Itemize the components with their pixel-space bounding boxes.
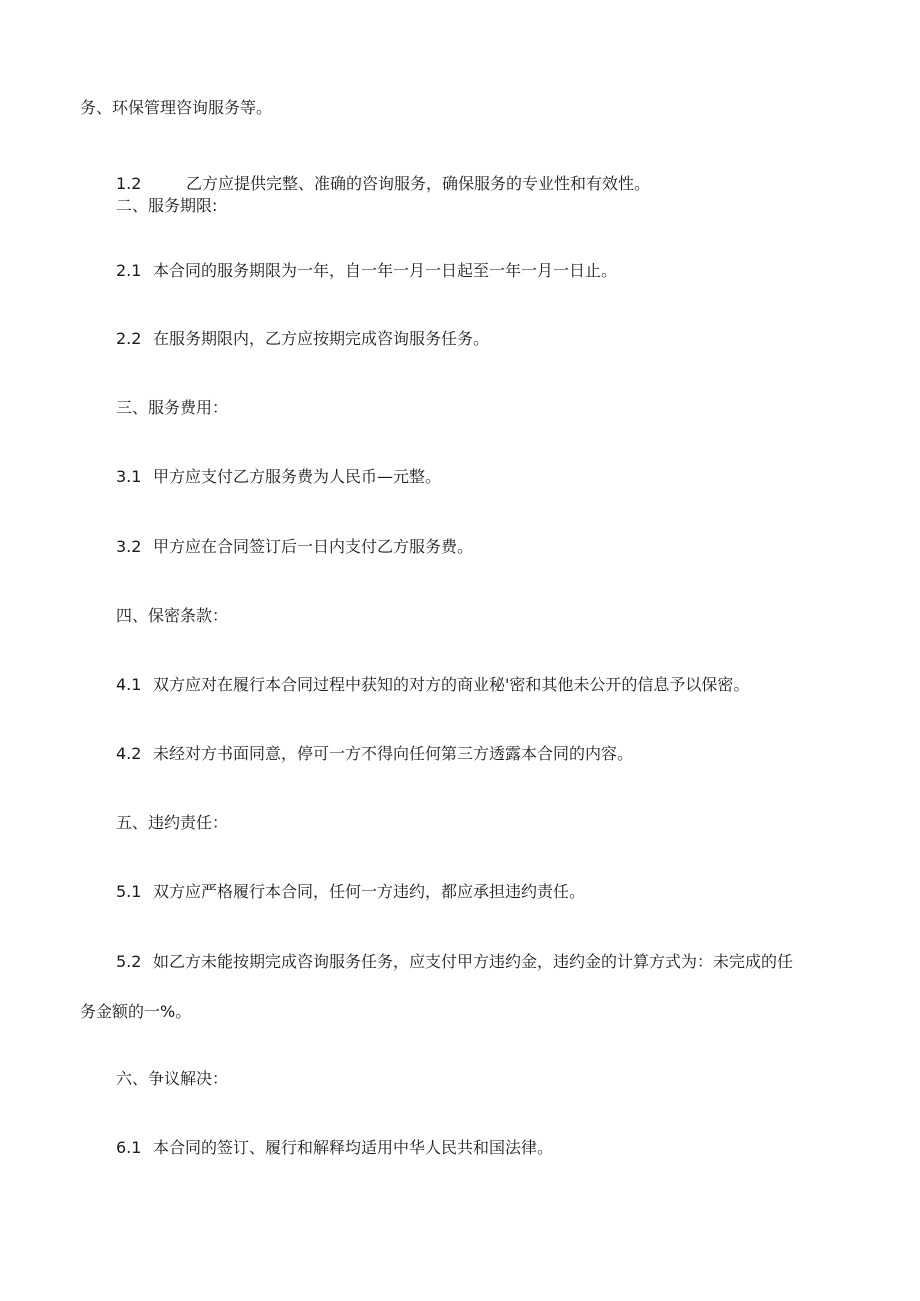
- clause-text: 甲方应支付乙方服务费为人民币—元整。: [153, 467, 442, 486]
- clause-2-1: [116, 261, 617, 281]
- clause-text: 本合同的签订、履行和解释均适用中华人民共和国法律。: [153, 1138, 554, 1157]
- clause-1-2: [116, 174, 650, 194]
- section-heading-6: 六、争议解决：: [116, 1069, 229, 1088]
- section-heading-2: 二、服务期限:: [116, 196, 218, 215]
- section-heading-4: 四、保密条款：: [116, 606, 229, 625]
- section-heading-5: 五、违约责任：: [116, 813, 229, 832]
- clause-number: 6.1: [116, 1138, 142, 1157]
- clause-number: 4.1: [116, 675, 142, 694]
- clause-5-1: [116, 882, 585, 902]
- clause-number: 5.1: [116, 882, 142, 901]
- clause-text: 双方应严格履行本合同，任何一方违约，都应承担违约责任。: [153, 882, 586, 901]
- section-heading-3: 三、服务费用：: [116, 398, 229, 417]
- text-line-continuation: 务金额的一%。: [80, 1002, 192, 1021]
- clause-number: 4.2: [116, 744, 142, 763]
- clause-6-1: [116, 1138, 553, 1158]
- clause-number: 3.1: [116, 467, 142, 486]
- clause-number: 2.2: [116, 329, 142, 348]
- clause-2-2: [116, 329, 489, 349]
- clause-4-2: [116, 744, 633, 764]
- clause-number: 5.2: [116, 952, 142, 971]
- text-line-continuation: 务、环保管理咨询服务等。: [80, 98, 273, 117]
- clause-number: 1.2: [116, 174, 142, 193]
- clause-text: 未经对方书面同意，停可一方不得向任何第三方透露本合同的内容。: [153, 744, 634, 763]
- clause-4-1: [116, 675, 749, 695]
- clause-text: 双方应对在履行本合同过程中获知的对方的商业秘'密和其他未公开的信息予以保密。: [153, 675, 750, 694]
- clause-3-1: [116, 467, 441, 487]
- clause-3-2: [116, 537, 473, 557]
- clause-5-2: [116, 952, 793, 972]
- clause-text: 甲方应在合同签订后一日内支付乙方服务费。: [153, 537, 474, 556]
- clause-text: 在服务期限内，乙方应按期完成咨询服务任务。: [153, 329, 490, 348]
- clause-number: 2.1: [116, 261, 142, 280]
- clause-number: 3.2: [116, 537, 142, 556]
- clause-text: 本合同的服务期限为一年，自一年一月一日起至一年一月一日止。: [153, 261, 618, 280]
- clause-text: 乙方应提供完整、准确的咨询服务，确保服务的专业性和有效性。: [186, 174, 651, 193]
- clause-text: 如乙方未能按期完成咨询服务任务，应支付甲方违约金，违约金的计算方式为：未完成的任: [153, 952, 794, 971]
